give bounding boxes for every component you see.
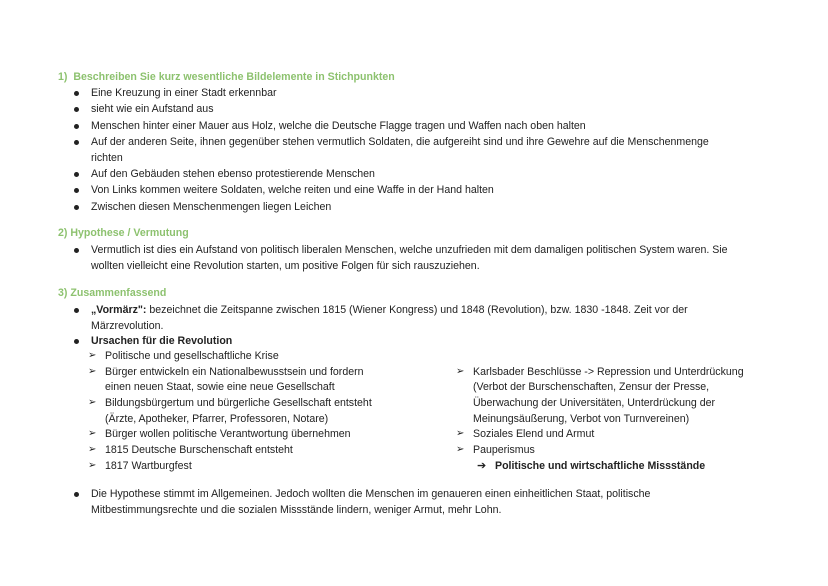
arrow-bullet-icon: ➢: [456, 444, 465, 455]
sub-list-item: Bürger wollen politische Verantwortung übernehmen: [105, 428, 351, 440]
section-2-heading: 2) Hypothese / Vermutung: [58, 227, 189, 239]
sub-list-item-continuation: (Verbot der Burschenschaften, Zensur der Presse,: [473, 381, 710, 393]
bold-arrow-icon: ➔: [477, 460, 487, 472]
sub-list-item: 1817 Wartburgfest: [105, 460, 192, 472]
vormaerz-label: „Vormärz":: [91, 304, 147, 316]
arrow-bullet-icon: ➢: [88, 350, 97, 361]
arrow-bullet-icon: ➢: [456, 366, 465, 377]
section-3-heading: 3) Zusammenfassend: [58, 287, 167, 299]
sub-list-item: Karlsbader Beschlüsse -> Repression und Unterdrückung: [473, 366, 744, 378]
sub-list-item-continuation: Meinungsäußerung, Verbot von Turnvereinen): [473, 413, 690, 425]
sub-list-item: Bürger entwickeln ein Nationalbewusstsein und fordern: [105, 366, 364, 378]
sub-list-item: Soziales Elend und Armut: [473, 428, 595, 440]
sub-list-item-continuation: einen neuen Staat, sowie eine neue Gesellschaft: [105, 381, 335, 393]
arrow-bullet-icon: ➢: [88, 397, 97, 408]
arrow-bullet-icon: ➢: [456, 428, 465, 439]
sub-list-item-continuation: Überwachung der Universitäten, Unterdrückung der: [473, 397, 716, 409]
sub-list-item: Pauperismus: [473, 444, 535, 456]
arrow-bullet-icon: ➢: [88, 428, 97, 439]
arrow-bullet-icon: ➢: [88, 460, 97, 471]
sub-list-item: 1815 Deutsche Burschenschaft entsteht: [105, 444, 293, 456]
sub-list-item: Politische und gesellschaftliche Krise: [105, 350, 279, 362]
document-page: 1) Beschreiben Sie kurz wesentliche Bildelemente in Stichpunkten Eine Kreuzung in einer Stadt erkennbar sieht wie ein Aufstand aus Menschen hinter einer Mauer aus Holz, welche die Deutsche Flagge tragen und Waffen nach oben halten Auf der anderen Seite, ihnen gegenüber stehen vermutlich Soldaten, die aufgereiht sind und ihre Gewehre auf die Menschenmenge richten Auf den Gebäuden stehen ebenso protestierende Menschen Von Links kommen weitere Soldaten, welche reiten und eine Waffe in der Hand halten Zwischen diesen Menschenmengen liegen Leichen 2) Hypothese / Vermutung Vermutlich ist dies ein Aufstand von politisch liberalen Menschen, welche unzufrieden mit dem damaligen politischen System waren. Sie wollten vielleicht eine Revolution starten, um positive Folgen für sich rauszuziehen. 3) Zusammenfassend „Vormärz": bezeichnet die Zeitspanne zwischen 1815 (Wiener Kongress) und 1848 (Revolution), bzw. 1830 -1848. Zeit vor der Märzrevolution. Ursachen für die Revolution ➢ Politische und gesellschaftliche Krise ➢ Bürger entwickeln ein Nationalbewusstsein und fordern einen neuen Staat, sowie eine neue Gesellschaft ➢ Bildungsbürgertum und bürgerliche Gesellschaft entsteht (Ärzte, Apotheker, Pfarrer, Professoren, Notare) ➢ Bürger wollen politische Verantwortung übernehmen ➢ 1815 Deutsche Burschenschaft entsteht ➢ 1817 Wartburgfest ➢ Karlsbader Beschlüsse -> Repression und Unterdrückung (Verbot der Burschenschaften, Zensur der Presse, Überwachung der Universitäten, Unterdrückung der Meinungsäußerung, Verbot von Turnvereinen) ➢ Soziales Elend und Armut ➢ Pauperismus ➔ Politische und wirtschaftliche Missstände Die Hypothese stimmt im Allgemeinen. Jedoch wollten die Menschen im genaueren einen einheitlichen Staat, politische Mitbestimmungsrechte und die sozialen Missstände lindern, weniger Armut, mehr Lohn.: [58, 71, 744, 516]
sub-list-item: Bildungsbürgertum und bürgerliche Gesellschaft entsteht: [105, 397, 372, 409]
arrow-bullet-icon: ➢: [88, 366, 97, 377]
arrow-bullet-icon: ➢: [88, 444, 97, 455]
sub-list-item-continuation: (Ärzte, Apotheker, Pfarrer, Professoren, Notare): [105, 413, 329, 425]
section-1-heading: 1) Beschreiben Sie kurz wesentliche Bildelemente in Stichpunkten: [58, 71, 395, 83]
sub-list-conclusion: Politische und wirtschaftliche Missstände: [495, 460, 706, 472]
